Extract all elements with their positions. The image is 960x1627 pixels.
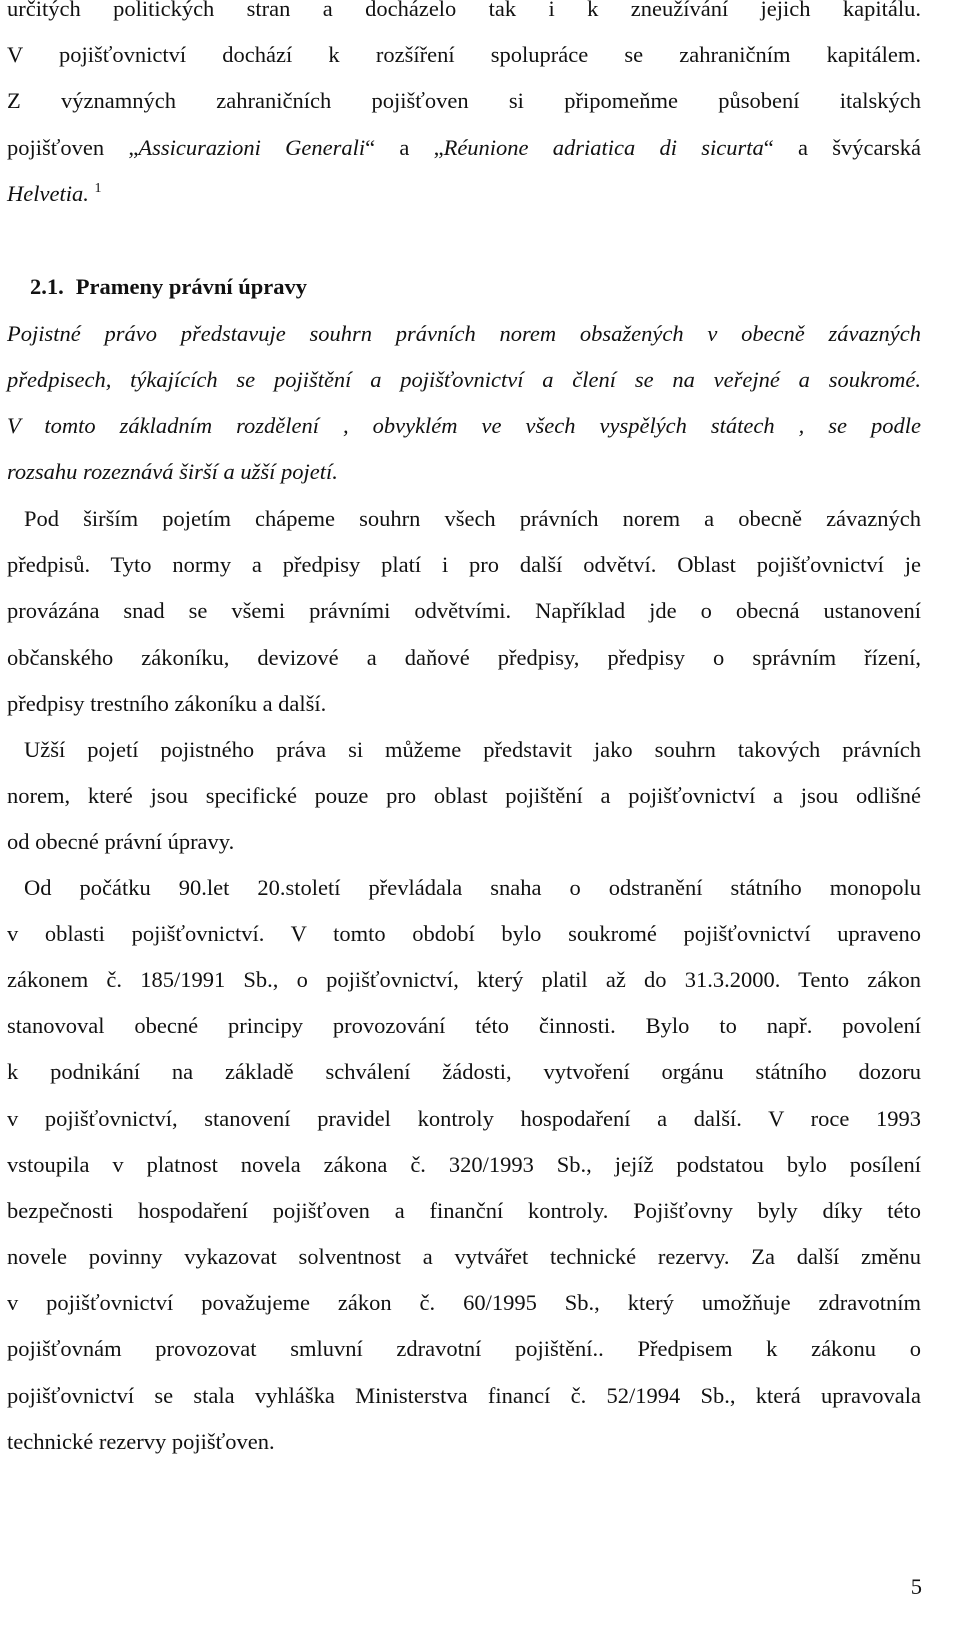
insurer-helvetia: Helvetia.	[7, 181, 89, 206]
history-line-5: k podnikání na základě schválení žádosti, vytvoření orgánu státního dozoru	[7, 1059, 921, 1084]
section-title: Prameny právní úpravy	[75, 274, 308, 299]
italic-line-2: předpisech, týkajících se pojištění a pojišťovnictví a člení se na veřejné a soukromé.	[7, 367, 921, 392]
italic-line-3: V tomto základním rozdělení , obvyklém ve všech vyspělých státech , se podle	[7, 413, 921, 438]
history-line-12: pojišťovnictví se stala vyhláška Ministerstva financí č. 52/1994 Sb., která upravovala	[7, 1383, 921, 1408]
narrow-line-1: Užší pojetí pojistného práva si můžeme představit jako souhrn takových právních	[24, 737, 921, 762]
broad-line-5: předpisy trestního zákoníku a další.	[7, 691, 327, 716]
intro-line-4-e: “ a švýcarská	[763, 135, 921, 160]
broad-line-4: občanského zákoníku, devizové a daňové předpisy, předpisy o správním řízení,	[7, 645, 921, 670]
broad-line-3: provázána snad se všemi právními odvětvími. Například jde o obecná ustanovení	[7, 598, 921, 623]
history-line-7: vstoupila v platnost novela zákona č. 320/1993 Sb., jejíž podstatou bylo posílení	[7, 1152, 921, 1177]
section-heading	[30, 272, 307, 302]
section-number: 2.1.	[30, 274, 64, 299]
history-line-3: zákonem č. 185/1991 Sb., o pojišťovnictví, který platil až do 31.3.2000. Tento zákon	[7, 967, 921, 992]
page-number: 5	[910, 1574, 922, 1599]
history-line-11: pojišťovnám provozovat smluvní zdravotní pojištění.. Předpisem k zákonu o	[7, 1336, 921, 1361]
history-line-13: technické rezervy pojišťoven.	[7, 1429, 275, 1454]
history-line-2: v oblasti pojišťovnictví. V tomto období bylo soukromé pojišťovnictví upraveno	[7, 921, 921, 946]
history-line-1: Od počátku 90.let 20.století převládala snaha o odstranění státního monopolu	[24, 875, 921, 900]
italic-line-4: rozsahu rozeznává širší a užší pojetí.	[7, 459, 338, 484]
intro-line-5	[7, 179, 921, 209]
broad-line-1: Pod širším pojetím chápeme souhrn všech právních norem a obecně závazných	[24, 506, 921, 531]
history-line-4: stanovoval obecné principy provozování této činnosti. Bylo to např. povolení	[7, 1013, 921, 1038]
intro-line-2: V pojišťovnictví dochází k rozšíření spolupráce se zahraničním kapitálem.	[7, 42, 921, 67]
intro-line-1: určitých politických stran a docházelo tak i k zneužívání jejich kapitálu.	[7, 0, 921, 21]
broad-line-2: předpisů. Tyto normy a předpisy platí i pro další odvětví. Oblast pojišťovnictví je	[7, 552, 921, 577]
history-line-9: novele povinny vykazovat solventnost a vytvářet technické rezervy. Za další změnu	[7, 1244, 921, 1269]
insurer-generali: Assicurazioni Generali	[138, 135, 366, 160]
history-line-8: bezpečnosti hospodaření pojišťoven a finanční kontroly. Pojišťovny byly díky této	[7, 1198, 921, 1223]
intro-line-4-c: “ a „	[365, 135, 444, 160]
footnote-marker: 1	[94, 181, 102, 196]
narrow-line-3: od obecné právní úpravy.	[7, 829, 235, 854]
history-line-6: v pojišťovnictví, stanovení pravidel kontroly hospodaření a další. V roce 1993	[7, 1106, 921, 1131]
insurer-reunione: Réunione adriatica di sicurta	[443, 135, 764, 160]
intro-line-4-a: pojišťoven „	[7, 135, 139, 160]
intro-line-4	[7, 133, 921, 163]
history-line-10: v pojišťovnictví považujeme zákon č. 60/1995 Sb., který umožňuje zdravotním	[7, 1290, 921, 1315]
narrow-line-2: norem, které jsou specifické pouze pro oblast pojištění a pojišťovnictví a jsou odlišné	[7, 783, 921, 808]
italic-line-1: Pojistné právo představuje souhrn právních norem obsažených v obecně závazných	[7, 321, 921, 346]
intro-line-3: Z významných zahraničních pojišťoven si připomeňme působení italských	[7, 88, 921, 113]
